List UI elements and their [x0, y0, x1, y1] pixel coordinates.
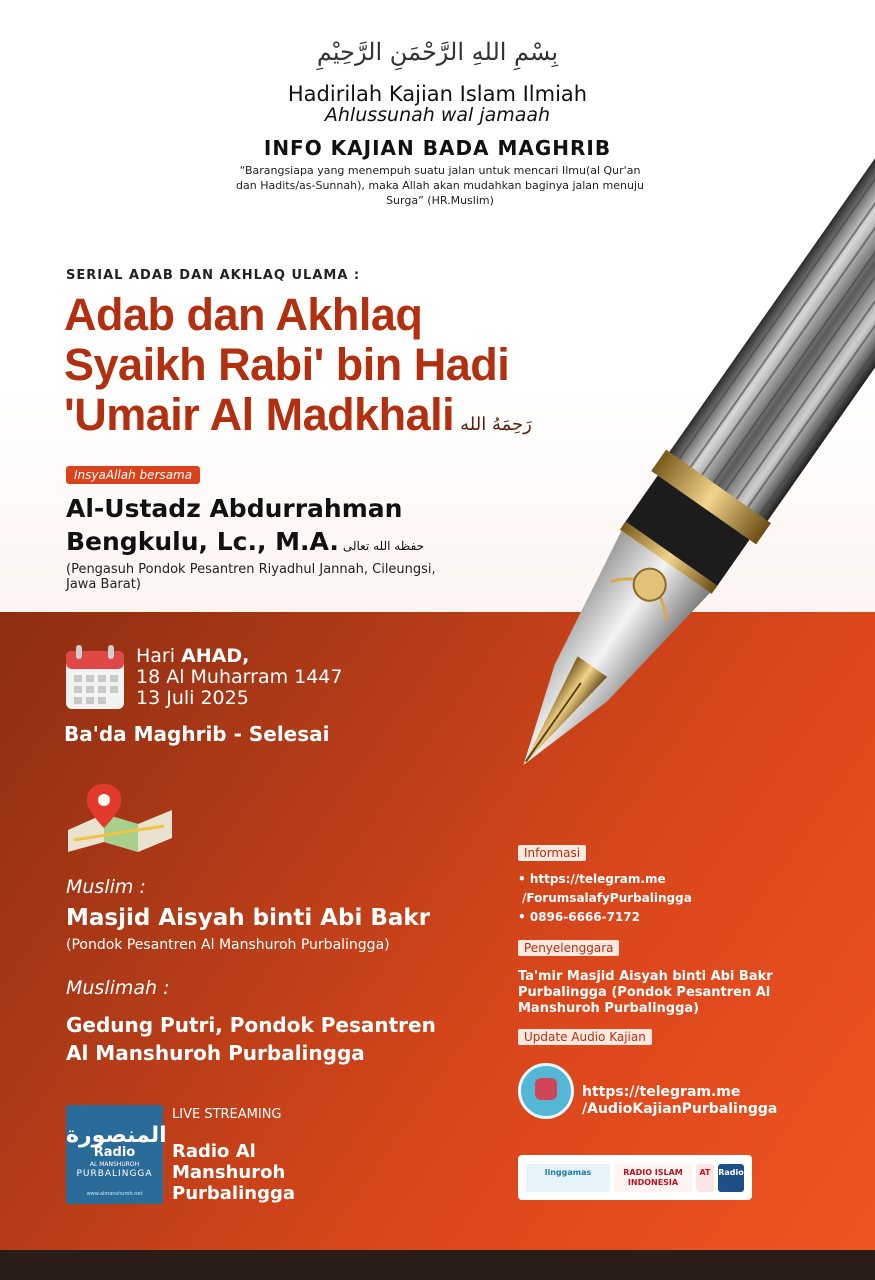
muslim-venue: Masjid Aisyah binti Abi Bakr — [66, 905, 431, 931]
info-telegram-link[interactable]: • https://telegram.me — [518, 872, 666, 886]
audio-telegram-link[interactable] — [582, 1084, 777, 1118]
info-title: INFO KAJIAN BADA MAGHRIB — [263, 136, 612, 160]
main-title — [64, 290, 624, 450]
footer-band — [0, 1250, 875, 1280]
event-time: Ba'da Maghrib - Selesai — [64, 722, 330, 746]
audio-kajian-logo — [518, 1063, 574, 1119]
info-telegram-path[interactable]: /ForumsalafyPurbalingga — [522, 891, 692, 905]
calendar-icon — [64, 643, 126, 711]
speaker-name — [66, 492, 486, 563]
linggamas-logo: linggamas — [526, 1164, 610, 1192]
partner-logos — [518, 1155, 752, 1200]
intro-line-2: Ahlussunah wal jamaah — [324, 104, 551, 126]
audio-link-line-2: /AudioKajianPurbalingga — [582, 1101, 778, 1117]
rahimahullah-calligraphy: رَحِمَهُ الله — [460, 414, 532, 435]
audio-link-line-1: https://telegram.me — [582, 1084, 741, 1100]
gregorian-date: 13 Juli 2025 — [136, 687, 249, 709]
speaker-role: (Pengasuh Pondok Pesantren Riyadhul Jannah, Cileungsi, Jawa Barat) — [66, 562, 436, 592]
partner-logo-3: AT — [696, 1164, 714, 1192]
title-line-3-text: 'Umair Al Madkhali — [64, 389, 455, 440]
title-line-2: Syaikh Rabi' bin Hadi — [64, 339, 510, 390]
headphone-icon — [535, 1078, 557, 1100]
pen-barrel — [664, 110, 875, 529]
fountain-pen-illustration — [500, 110, 875, 830]
muslimah-venue — [66, 1011, 486, 1067]
radio-logo-url: www.almanshuroh.net — [86, 1191, 143, 1197]
radio-logo-word: Radio — [93, 1145, 136, 1160]
hadith-quote: “Barangsiapa yang menempuh suatu jalan untuk mencari Ilmu(al Qur'an dan Hadits/as-Sunnah), maka Allah akan mudahkan baginya jalan menuju Surga” (HR.Muslim) — [236, 164, 644, 207]
serial-label: SERIAL ADAB DAN AKHLAQ ULAMA : — [66, 268, 361, 283]
muslimah-venue-line-1: Gedung Putri, Pondok Pesantren — [66, 1013, 436, 1037]
radio-islam-indonesia-logo: RADIO ISLAM INDONESIA — [614, 1164, 692, 1192]
radio-logo-arabic: المنصورة — [66, 1123, 167, 1148]
radio-name-line-3: Purbalingga — [172, 1183, 295, 1204]
day-line — [136, 646, 343, 667]
radio-name-line-1: Radio Al — [172, 1141, 256, 1162]
speaker-name-line-1: Al-Ustadz Abdurrahman — [66, 494, 403, 523]
organizer-label-pill: Penyelenggara — [518, 940, 619, 956]
organizer-text: Ta'mir Masjid Aisyah binti Abi Bakr Purbalingga (Pondok Pesantren Al Manshuroh Purbalingga) — [518, 969, 773, 1016]
hafizhahullah-calligraphy: حفظه الله تعالى — [342, 539, 425, 553]
muslimah-label: Muslimah : — [66, 977, 170, 999]
info-list — [518, 870, 692, 927]
title-line-3 — [64, 390, 624, 450]
partner-logo-4: Radio — [718, 1164, 744, 1192]
muslim-label: Muslim : — [66, 876, 146, 898]
radio-logo-small: AL MANSHUROH — [89, 1161, 140, 1168]
speaker-name-line-2-wrap — [66, 525, 486, 563]
radio-name-line-2: Manshuroh — [172, 1162, 286, 1183]
muslimah-venue-line-2: Al Manshuroh Purbalingga — [66, 1041, 365, 1065]
hijri-date: 18 Al Muharram 1447 — [136, 666, 343, 688]
day-prefix: Hari — [136, 645, 176, 667]
radio-almanshuroh-logo — [66, 1105, 167, 1204]
date-block — [136, 646, 343, 709]
radio-logo-city: PURBALINGGA — [76, 1169, 153, 1179]
info-label-pill: Informasi — [518, 845, 586, 861]
live-streaming-label: LIVE STREAMING — [172, 1107, 282, 1122]
info-phone: • 0896-6666-7172 — [518, 910, 641, 924]
audio-label-pill: Update Audio Kajian — [518, 1029, 652, 1045]
speaker-name-line-2: Bengkulu, Lc., M.A. — [66, 527, 339, 556]
title-line-1: Adab dan Akhlaq — [64, 289, 423, 340]
bismillah-calligraphy: بِسْمِ اللهِ الرَّحْمَنِ الرَّحِيْمِ — [316, 38, 559, 66]
speaker-label-pill: InsyaAllah bersama — [66, 466, 200, 484]
muslim-venue-sub: (Pondok Pesantren Al Manshuroh Purbalingga) — [66, 937, 390, 953]
intro-line-1: Hadirilah Kajian Islam Ilmiah — [287, 82, 588, 106]
radio-name — [172, 1141, 295, 1204]
map-pin-icon — [64, 780, 176, 852]
day-name: AHAD, — [181, 645, 250, 667]
